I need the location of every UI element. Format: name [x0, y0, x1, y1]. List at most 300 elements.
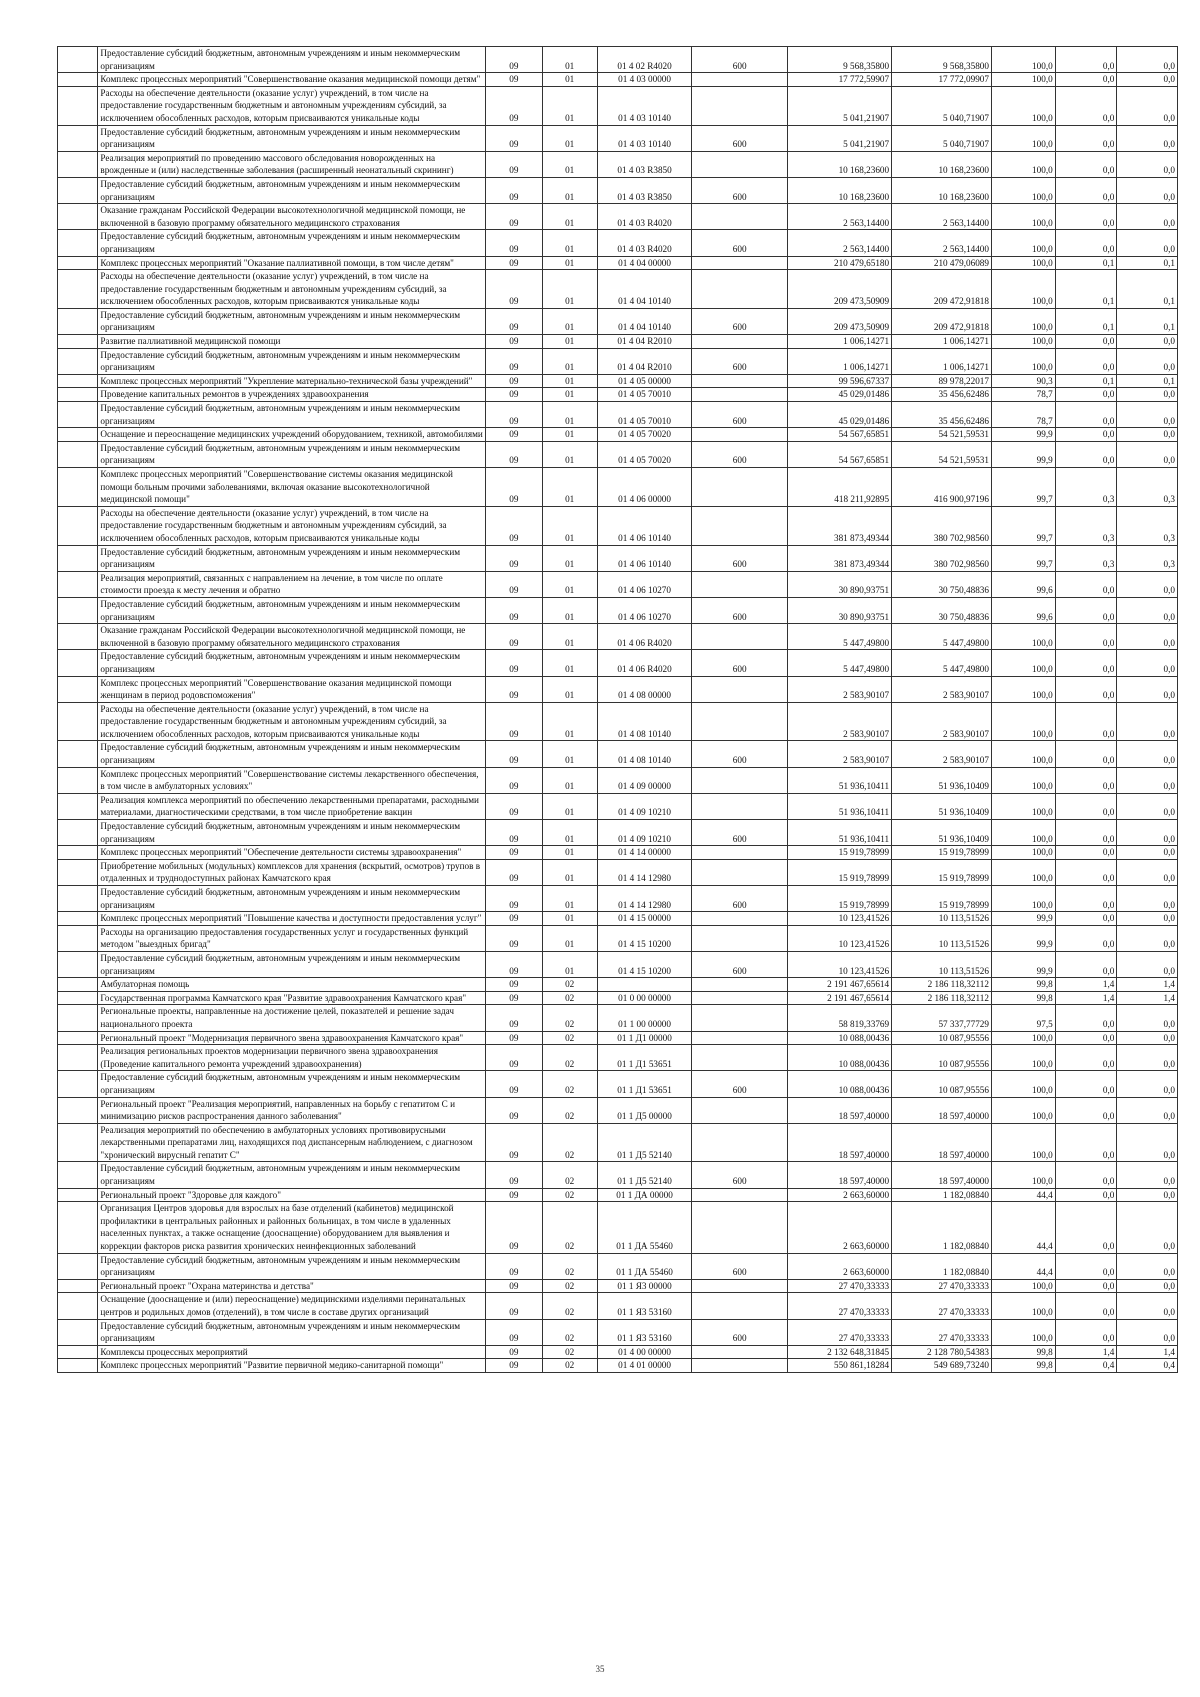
actual-amount: 15 919,78999: [892, 846, 992, 860]
expense-type-code: 600: [692, 230, 788, 256]
prz-code: 02: [542, 1031, 597, 1045]
planned-amount: 51 936,10411: [787, 793, 891, 819]
table-row: [58, 374, 1178, 388]
execution-percent: 100,0: [991, 308, 1055, 334]
table-row: [58, 506, 1178, 545]
row-left-margin-cell: [58, 991, 98, 1005]
actual-amount: 27 470,33333: [892, 1279, 992, 1293]
planned-amount: 27 470,33333: [787, 1279, 891, 1293]
execution-percent: 44,4: [991, 1188, 1055, 1202]
expense-type-code: [692, 388, 788, 402]
planned-amount: 5 447,49800: [787, 624, 891, 650]
row-left-margin-cell: [58, 597, 98, 623]
planned-amount: 18 597,40000: [787, 1097, 891, 1123]
target-article-code: 01 1 Д5 52140: [597, 1162, 692, 1188]
share-total-percent: 0,0: [1117, 793, 1178, 819]
share-percent: 0,0: [1055, 1293, 1117, 1319]
table-row: [58, 1253, 1178, 1279]
execution-percent: 100,0: [991, 793, 1055, 819]
rz-code: 09: [486, 73, 542, 87]
prz-code: 01: [542, 820, 597, 846]
target-article-code: 01 4 15 10200: [597, 925, 692, 951]
table-row: [58, 47, 1178, 73]
actual-amount: 18 597,40000: [892, 1123, 992, 1162]
share-percent: 0,0: [1055, 86, 1117, 125]
planned-amount: 99 596,67337: [787, 374, 891, 388]
share-percent: 0,0: [1055, 335, 1117, 349]
share-total-percent: 1,4: [1117, 1345, 1178, 1359]
share-total-percent: 0,0: [1117, 820, 1178, 846]
prz-code: 01: [542, 886, 597, 912]
rz-code: 09: [486, 597, 542, 623]
prz-code: 02: [542, 1162, 597, 1188]
execution-percent: 100,0: [991, 256, 1055, 270]
share-total-percent: 0,0: [1117, 650, 1178, 676]
planned-amount: 54 567,65851: [787, 428, 891, 442]
target-article-code: 01 4 04 10140: [597, 308, 692, 334]
rz-code: 09: [486, 925, 542, 951]
execution-percent: 100,0: [991, 767, 1055, 793]
row-left-margin-cell: [58, 402, 98, 428]
share-percent: 0,0: [1055, 348, 1117, 374]
share-total-percent: 0,0: [1117, 1162, 1178, 1188]
expense-type-code: [692, 767, 788, 793]
row-left-margin-cell: [58, 1071, 98, 1097]
share-percent: 0,0: [1055, 1253, 1117, 1279]
prz-code: 02: [542, 1071, 597, 1097]
row-left-margin-cell: [58, 650, 98, 676]
planned-amount: 2 132 648,31845: [787, 1345, 891, 1359]
planned-amount: 209 473,50909: [787, 308, 891, 334]
share-percent: 0,0: [1055, 1005, 1117, 1031]
execution-percent: 100,0: [991, 1293, 1055, 1319]
rz-code: 09: [486, 230, 542, 256]
target-article-code: 01 1 Я3 53160: [597, 1319, 692, 1345]
execution-percent: 99,9: [991, 925, 1055, 951]
prz-code: 01: [542, 335, 597, 349]
share-total-percent: 0,0: [1117, 597, 1178, 623]
prz-code: 01: [542, 597, 597, 623]
expense-type-code: [692, 1031, 788, 1045]
target-article-code: 01 0 00 00000: [597, 991, 692, 1005]
share-percent: 0,0: [1055, 925, 1117, 951]
rz-code: 09: [486, 1005, 542, 1031]
item-name: Комплекс процессных мероприятий "Совершенствование оказания медицинской помощи женщинам в период родовспоможения": [98, 676, 486, 702]
table-row: [58, 388, 1178, 402]
table-row: [58, 991, 1178, 1005]
execution-percent: 100,0: [991, 47, 1055, 73]
table-row: [58, 1005, 1178, 1031]
target-article-code: 01 1 Д1 53651: [597, 1045, 692, 1071]
prz-code: 01: [542, 702, 597, 741]
rz-code: 09: [486, 388, 542, 402]
actual-amount: 5 040,71907: [892, 86, 992, 125]
prz-code: 02: [542, 1293, 597, 1319]
expense-type-code: [692, 335, 788, 349]
share-total-percent: 0,0: [1117, 1031, 1178, 1045]
execution-percent: 100,0: [991, 1071, 1055, 1097]
planned-amount: 30 890,93751: [787, 571, 891, 597]
target-article-code: 01 4 05 70010: [597, 388, 692, 402]
share-total-percent: 0,0: [1117, 151, 1178, 177]
rz-code: 09: [486, 702, 542, 741]
share-percent: 0,0: [1055, 1071, 1117, 1097]
target-article-code: 01 4 06 R4020: [597, 624, 692, 650]
budget-sheet: [57, 46, 1178, 1373]
execution-percent: 100,0: [991, 230, 1055, 256]
share-percent: 0,0: [1055, 820, 1117, 846]
item-name: Предоставление субсидий бюджетным, автономным учреждениям и иным некоммерческим организациям: [98, 125, 486, 151]
execution-percent: 100,0: [991, 270, 1055, 309]
share-percent: 0,0: [1055, 912, 1117, 926]
target-article-code: 01 1 Д1 00000: [597, 1031, 692, 1045]
planned-amount: 15 919,78999: [787, 886, 891, 912]
actual-amount: 10 087,95556: [892, 1045, 992, 1071]
table-row: [58, 402, 1178, 428]
target-article-code: 01 1 ДА 55460: [597, 1202, 692, 1253]
rz-code: 09: [486, 624, 542, 650]
share-total-percent: 0,0: [1117, 1071, 1178, 1097]
row-left-margin-cell: [58, 1045, 98, 1071]
table-row: [58, 1202, 1178, 1253]
share-total-percent: 0,0: [1117, 702, 1178, 741]
share-percent: 0,0: [1055, 47, 1117, 73]
planned-amount: 2 583,90107: [787, 676, 891, 702]
share-percent: 0,4: [1055, 1359, 1117, 1373]
actual-amount: 10 087,95556: [892, 1031, 992, 1045]
expense-type-code: [692, 925, 788, 951]
execution-percent: 99,9: [991, 428, 1055, 442]
expense-type-code: [692, 793, 788, 819]
expense-type-code: [692, 846, 788, 860]
share-total-percent: 0,0: [1117, 1005, 1178, 1031]
row-left-margin-cell: [58, 125, 98, 151]
expense-type-code: [692, 1045, 788, 1071]
rz-code: 09: [486, 1253, 542, 1279]
item-name: Предоставление субсидий бюджетным, автономным учреждениям и иным некоммерческим организациям: [98, 820, 486, 846]
share-total-percent: 0,0: [1117, 402, 1178, 428]
planned-amount: 2 663,60000: [787, 1253, 891, 1279]
expense-type-code: 600: [692, 951, 788, 977]
prz-code: 01: [542, 676, 597, 702]
table-row: [58, 741, 1178, 767]
actual-amount: 1 182,08840: [892, 1253, 992, 1279]
expense-type-code: [692, 624, 788, 650]
actual-amount: 2 583,90107: [892, 676, 992, 702]
share-total-percent: 0,4: [1117, 1359, 1178, 1373]
share-percent: 1,4: [1055, 1345, 1117, 1359]
row-left-margin-cell: [58, 951, 98, 977]
item-name: Региональный проект "Модернизация первичного звена здравоохранения Камчатского края": [98, 1031, 486, 1045]
planned-amount: 10 088,00436: [787, 1031, 891, 1045]
item-name: Региональный проект "Здоровье для каждого": [98, 1188, 486, 1202]
share-total-percent: 0,0: [1117, 1279, 1178, 1293]
planned-amount: 5 447,49800: [787, 650, 891, 676]
rz-code: 09: [486, 571, 542, 597]
row-left-margin-cell: [58, 846, 98, 860]
row-left-margin-cell: [58, 1005, 98, 1031]
table-row: [58, 1319, 1178, 1345]
prz-code: 01: [542, 428, 597, 442]
share-total-percent: 0,0: [1117, 1253, 1178, 1279]
actual-amount: 209 472,91818: [892, 308, 992, 334]
item-name: Расходы на обеспечение деятельности (оказание услуг) учреждений, в том числе на предоставление государственным бюджетным и автономным учреждениям субсидий, за исключением обособленных расходов, которым присваиваются уникальные коды: [98, 86, 486, 125]
actual-amount: 2 186 118,32112: [892, 991, 992, 1005]
row-left-margin-cell: [58, 441, 98, 467]
actual-amount: 5 040,71907: [892, 125, 992, 151]
share-total-percent: 0,0: [1117, 571, 1178, 597]
execution-percent: 100,0: [991, 846, 1055, 860]
share-percent: 0,0: [1055, 650, 1117, 676]
rz-code: 09: [486, 991, 542, 1005]
planned-amount: 550 861,18284: [787, 1359, 891, 1373]
share-percent: 0,0: [1055, 177, 1117, 203]
rz-code: 09: [486, 256, 542, 270]
rz-code: 09: [486, 1279, 542, 1293]
share-total-percent: 0,0: [1117, 1045, 1178, 1071]
actual-amount: 2 583,90107: [892, 741, 992, 767]
item-name: Комплекс процессных мероприятий "Развитие первичной медико-санитарной помощи": [98, 1359, 486, 1373]
actual-amount: 54 521,59531: [892, 428, 992, 442]
table-row: [58, 1162, 1178, 1188]
item-name: Развитие паллиативной медицинской помощи: [98, 335, 486, 349]
prz-code: 01: [542, 402, 597, 428]
share-total-percent: 0,0: [1117, 441, 1178, 467]
budget-table: [57, 46, 1178, 1373]
row-left-margin-cell: [58, 428, 98, 442]
execution-percent: 99,6: [991, 597, 1055, 623]
rz-code: 09: [486, 886, 542, 912]
row-left-margin-cell: [58, 1345, 98, 1359]
page-number: 35: [595, 1664, 605, 1674]
row-left-margin-cell: [58, 151, 98, 177]
rz-code: 09: [486, 1045, 542, 1071]
share-total-percent: 0,0: [1117, 767, 1178, 793]
table-row: [58, 912, 1178, 926]
target-article-code: 01 1 ДА 55460: [597, 1253, 692, 1279]
share-percent: 0,0: [1055, 428, 1117, 442]
share-total-percent: 1,4: [1117, 978, 1178, 992]
actual-amount: 10 113,51526: [892, 912, 992, 926]
share-percent: 0,0: [1055, 441, 1117, 467]
item-name: Предоставление субсидий бюджетным, автономным учреждениям и иным некоммерческим организациям: [98, 441, 486, 467]
expense-type-code: [692, 1123, 788, 1162]
execution-percent: 100,0: [991, 1279, 1055, 1293]
rz-code: 09: [486, 767, 542, 793]
actual-amount: 549 689,73240: [892, 1359, 992, 1373]
share-percent: 0,0: [1055, 73, 1117, 87]
share-percent: 0,1: [1055, 256, 1117, 270]
execution-percent: 99,7: [991, 545, 1055, 571]
target-article-code: 01 4 00 00000: [597, 1345, 692, 1359]
item-name: Комплексы процессных мероприятий: [98, 1345, 486, 1359]
execution-percent: 100,0: [991, 1097, 1055, 1123]
planned-amount: 2 583,90107: [787, 741, 891, 767]
item-name: Комплекс процессных мероприятий "Совершенствование системы лекарственного обеспечения, в том числе в амбулаторных условиях": [98, 767, 486, 793]
row-left-margin-cell: [58, 1279, 98, 1293]
share-percent: 0,0: [1055, 388, 1117, 402]
prz-code: 01: [542, 767, 597, 793]
planned-amount: 27 470,33333: [787, 1293, 891, 1319]
item-name: Предоставление субсидий бюджетным, автономным учреждениям и иным некоммерческим организациям: [98, 597, 486, 623]
planned-amount: 10 123,41526: [787, 925, 891, 951]
row-left-margin-cell: [58, 1253, 98, 1279]
item-name: Приобретение мобильных (модульных) комплексов для хранения (вскрытий, осмотров) трупов в отдаленных и труднодоступных районах Камчатского края: [98, 859, 486, 885]
row-left-margin-cell: [58, 820, 98, 846]
prz-code: 02: [542, 1005, 597, 1031]
item-name: Региональные проекты, направленные на достижение целей, показателей и решение задач национального проекта: [98, 1005, 486, 1031]
share-total-percent: 0,0: [1117, 951, 1178, 977]
rz-code: 09: [486, 468, 542, 507]
planned-amount: 51 936,10411: [787, 767, 891, 793]
prz-code: 01: [542, 468, 597, 507]
row-left-margin-cell: [58, 571, 98, 597]
target-article-code: 01 4 05 00000: [597, 374, 692, 388]
expense-type-code: 600: [692, 348, 788, 374]
prz-code: 01: [542, 348, 597, 374]
expense-type-code: 600: [692, 545, 788, 571]
target-article-code: 01 4 05 70020: [597, 441, 692, 467]
item-name: Комплекс процессных мероприятий "Обеспечение деятельности системы здравоохранения": [98, 846, 486, 860]
row-left-margin-cell: [58, 256, 98, 270]
share-total-percent: 0,0: [1117, 1123, 1178, 1162]
table-row: [58, 676, 1178, 702]
planned-amount: 2 563,14400: [787, 204, 891, 230]
prz-code: 01: [542, 846, 597, 860]
expense-type-code: [692, 1188, 788, 1202]
rz-code: 09: [486, 151, 542, 177]
rz-code: 09: [486, 308, 542, 334]
prz-code: 02: [542, 1319, 597, 1345]
prz-code: 02: [542, 1253, 597, 1279]
share-percent: 0,0: [1055, 1162, 1117, 1188]
execution-percent: 100,0: [991, 86, 1055, 125]
planned-amount: 2 583,90107: [787, 702, 891, 741]
prz-code: 01: [542, 571, 597, 597]
share-percent: 0,1: [1055, 308, 1117, 334]
item-name: Региональный проект "Реализация мероприятий, направленных на борьбу с гепатитом С и минимизацию рисков распространения данного заболевания": [98, 1097, 486, 1123]
execution-percent: 100,0: [991, 1031, 1055, 1045]
share-total-percent: 0,0: [1117, 73, 1178, 87]
share-percent: 0,0: [1055, 1279, 1117, 1293]
execution-percent: 90,3: [991, 374, 1055, 388]
table-row: [58, 702, 1178, 741]
actual-amount: 1 182,08840: [892, 1188, 992, 1202]
share-total-percent: 0,3: [1117, 506, 1178, 545]
rz-code: 09: [486, 1123, 542, 1162]
share-percent: 0,0: [1055, 1188, 1117, 1202]
rz-code: 09: [486, 1202, 542, 1253]
prz-code: 01: [542, 506, 597, 545]
table-row: [58, 335, 1178, 349]
row-left-margin-cell: [58, 177, 98, 203]
target-article-code: 01 1 Я3 53160: [597, 1293, 692, 1319]
target-article-code: 01 4 01 00000: [597, 1359, 692, 1373]
row-left-margin-cell: [58, 73, 98, 87]
expense-type-code: [692, 428, 788, 442]
actual-amount: 10 113,51526: [892, 951, 992, 977]
item-name: Оказание гражданам Российской Федерации высокотехнологичной медицинской помощи, не включенной в базовую программу обязательного медицинского страхования: [98, 204, 486, 230]
table-row: [58, 925, 1178, 951]
item-name: Проведение капитальных ремонтов в учреждениях здравоохранения: [98, 388, 486, 402]
target-article-code: 01 4 08 10140: [597, 702, 692, 741]
planned-amount: 2 191 467,65614: [787, 991, 891, 1005]
item-name: Предоставление субсидий бюджетным, автономным учреждениям и иным некоммерческим организациям: [98, 47, 486, 73]
share-percent: 0,0: [1055, 676, 1117, 702]
share-percent: 0,0: [1055, 702, 1117, 741]
target-article-code: 01 1 Д1 53651: [597, 1071, 692, 1097]
planned-amount: 381 873,49344: [787, 506, 891, 545]
execution-percent: 100,0: [991, 348, 1055, 374]
share-total-percent: 0,0: [1117, 886, 1178, 912]
execution-percent: 100,0: [991, 820, 1055, 846]
rz-code: 09: [486, 348, 542, 374]
item-name: Комплекс процессных мероприятий "Совершенствование оказания медицинской помощи детям": [98, 73, 486, 87]
share-total-percent: 0,0: [1117, 624, 1178, 650]
table-row: [58, 441, 1178, 467]
expense-type-code: [692, 571, 788, 597]
item-name: Реализация мероприятий по проведению массового обследования новорожденных на врожденные и (или) наследственные заболевания (расширенный неонатальный скрининг): [98, 151, 486, 177]
table-row: [58, 230, 1178, 256]
prz-code: 01: [542, 374, 597, 388]
execution-percent: 99,6: [991, 571, 1055, 597]
item-name: Предоставление субсидий бюджетным, автономным учреждениям и иным некоммерческим организациям: [98, 650, 486, 676]
share-percent: 0,0: [1055, 1045, 1117, 1071]
share-total-percent: 0,0: [1117, 676, 1178, 702]
share-total-percent: 0,0: [1117, 1202, 1178, 1253]
table-row: [58, 151, 1178, 177]
prz-code: 02: [542, 991, 597, 1005]
planned-amount: 10 088,00436: [787, 1045, 891, 1071]
expense-type-code: [692, 1202, 788, 1253]
target-article-code: 01 4 04 R2010: [597, 348, 692, 374]
actual-amount: 380 702,98560: [892, 545, 992, 571]
planned-amount: 1 006,14271: [787, 348, 891, 374]
rz-code: 09: [486, 1097, 542, 1123]
expense-type-code: [692, 859, 788, 885]
expense-type-code: [692, 1293, 788, 1319]
row-left-margin-cell: [58, 912, 98, 926]
prz-code: 02: [542, 1279, 597, 1293]
item-name: Реализация комплекса мероприятий по обеспечению лекарственными препаратами, расходными материалами, диагностическими средствами, в том числе приобретение вакцин: [98, 793, 486, 819]
share-total-percent: 0,3: [1117, 468, 1178, 507]
share-total-percent: 0,0: [1117, 204, 1178, 230]
share-percent: 0,0: [1055, 767, 1117, 793]
actual-amount: 18 597,40000: [892, 1097, 992, 1123]
execution-percent: 100,0: [991, 1045, 1055, 1071]
prz-code: 01: [542, 86, 597, 125]
actual-amount: 210 479,06089: [892, 256, 992, 270]
target-article-code: [597, 978, 692, 992]
item-name: Расходы на организацию предоставления государственных услуг и государственных функций методом "выездных бригад": [98, 925, 486, 951]
row-left-margin-cell: [58, 767, 98, 793]
item-name: Оказание гражданам Российской Федерации высокотехнологичной медицинской помощи, не включенной в базовую программу обязательного медицинского страхования: [98, 624, 486, 650]
execution-percent: 78,7: [991, 402, 1055, 428]
row-left-margin-cell: [58, 1097, 98, 1123]
planned-amount: 51 936,10411: [787, 820, 891, 846]
table-row: [58, 793, 1178, 819]
item-name: Реализация мероприятий по обеспечению в амбулаторных условиях противовирусными лекарственными препаратами лиц, находящихся под диспансерным наблюдением, с диагнозом "хронический вирусный гепатит С": [98, 1123, 486, 1162]
execution-percent: 100,0: [991, 886, 1055, 912]
table-row: [58, 597, 1178, 623]
planned-amount: 10 168,23600: [787, 177, 891, 203]
expense-type-code: [692, 1359, 788, 1373]
actual-amount: 5 447,49800: [892, 624, 992, 650]
table-row: [58, 1359, 1178, 1373]
expense-type-code: [692, 1345, 788, 1359]
prz-code: 01: [542, 545, 597, 571]
target-article-code: 01 4 04 10140: [597, 270, 692, 309]
